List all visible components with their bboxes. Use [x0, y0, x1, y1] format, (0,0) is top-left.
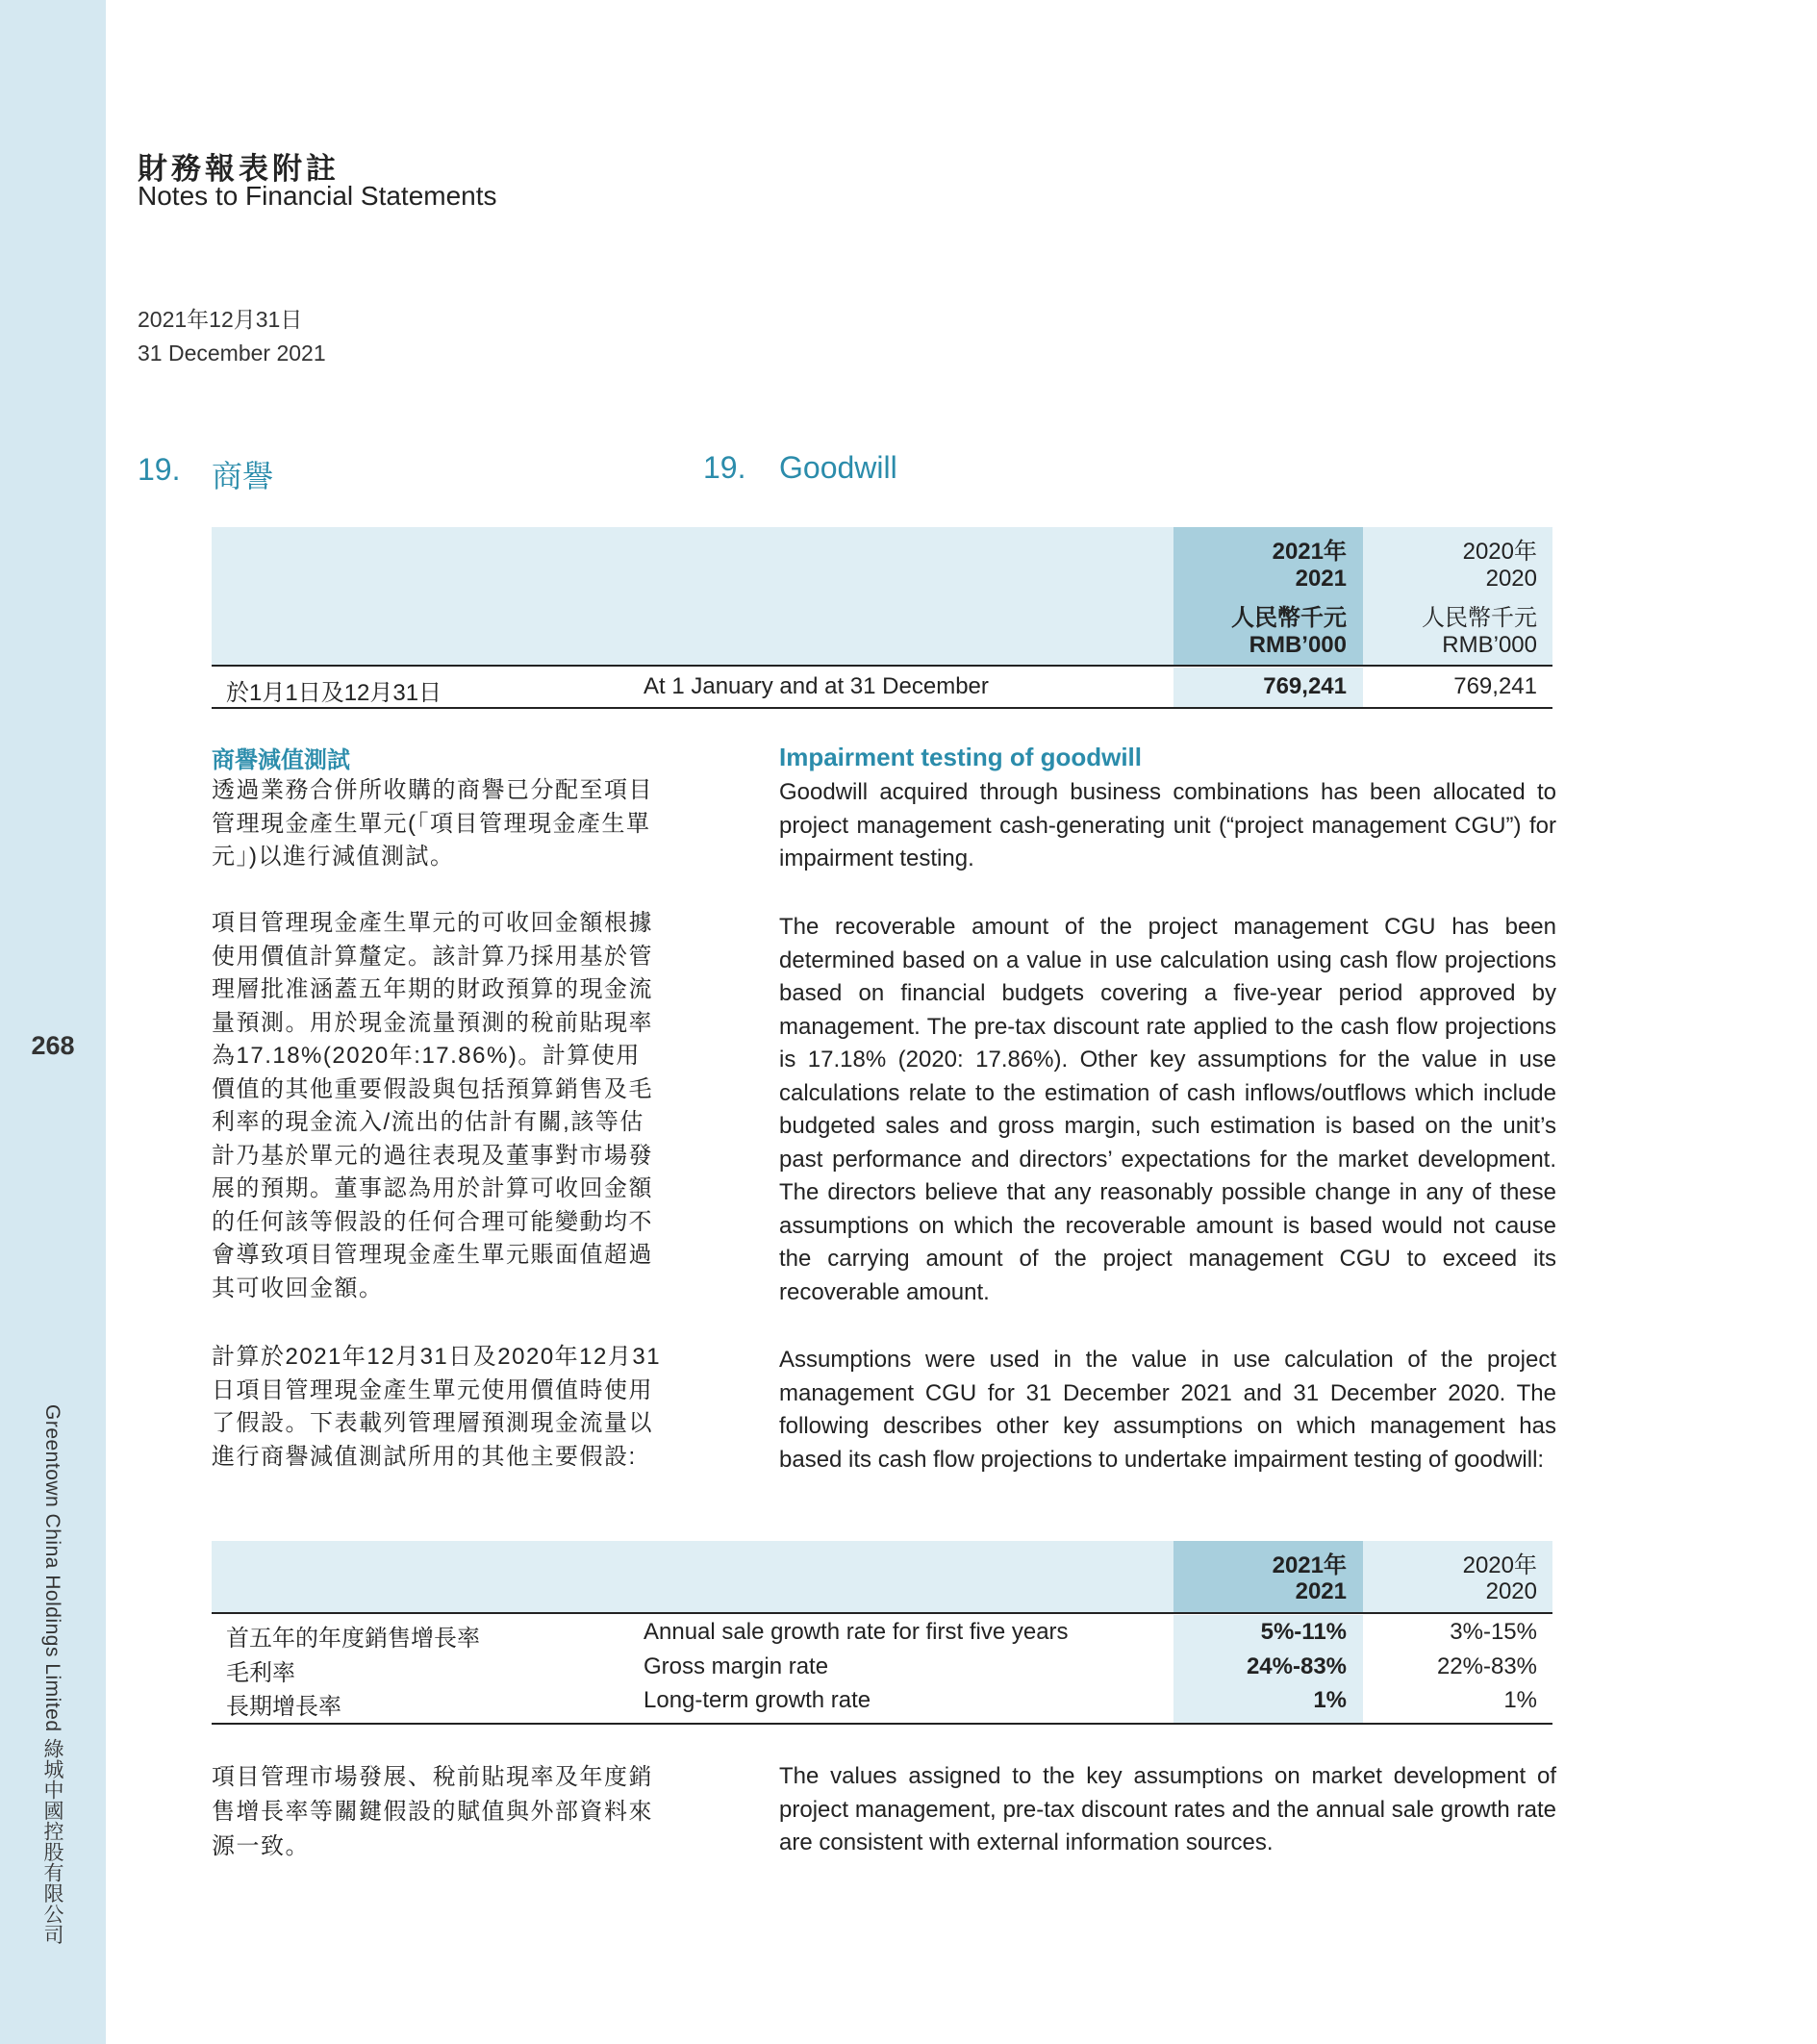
company-name: Greentown China Holdings Limited 綠城中國控股有限公司 [41, 1404, 63, 1945]
table-row-value-2021: 5%-11% [1260, 1619, 1347, 1645]
col2020-year: 2020 [1485, 1578, 1537, 1604]
table-row-label-en: Annual sale growth rate for first five years [644, 1619, 1069, 1645]
paragraph-2-zh: 項目管理現金產生單元的可收回金額根據使用價值計算釐定。該計算乃採用基於管理層批准涵蓋五年期的財政預算的現金流量預測。用於現金流量預測的稅前貼現率為17.18%(2020年:17.86%)。計算使用價值的其他重要假設與包括預算銷售及毛利率的現金流入/流出的估計有關,該等估計乃基於單元的過往表現及董事對市場發展的預期。董事認為用於計算可收回金額的任何該等假設的任何合理可能變動均不會導致項目管理現金產生單元賬面值超過其可收回金額。 [212, 910, 653, 1301]
paragraph-1-en: Goodwill acquired through business combinations has been allocated to project management cash-generating unit (“project management CGU”) for impairment testing. [779, 779, 1556, 871]
section-title-en: Goodwill [779, 450, 897, 485]
paragraph-3-en: Assumptions were used in the value in use calculation of the project management CGU for 31 December 2021 and 31 December 2020. The following describes other key assumptions on which management has based its cash flow projections to undertake impairment testing of goodwill: [779, 1347, 1556, 1473]
header-title-zh: 財務報表附註 [138, 152, 340, 187]
date-zh: 2021年12月31日 [138, 307, 303, 332]
date-en: 31 December 2021 [138, 341, 326, 366]
table-row-label-en: Long-term growth rate [644, 1687, 871, 1713]
page-number: 268 [31, 1031, 75, 1060]
table-rule-top [212, 665, 1552, 667]
col2021-unit: RMB’000 [1249, 632, 1347, 658]
col2020-year-zh: 2020年 [1462, 539, 1537, 565]
table-row-value-2021: 1% [1313, 1687, 1347, 1713]
col2021-year-zh: 2021年 [1272, 539, 1347, 565]
section-number-zh: 19. [138, 452, 181, 487]
row-value-2021: 769,241 [1263, 673, 1347, 699]
section-number-en: 19. [703, 450, 746, 485]
table-row-label-zh: 首五年的年度銷售增長率 [226, 1626, 480, 1652]
row-value-2020: 769,241 [1453, 673, 1537, 699]
header-title-en: Notes to Financial Statements [138, 181, 497, 211]
assumptions-table [212, 1541, 1552, 1726]
goodwill-table [212, 527, 1552, 710]
impairment-heading-zh: 商譽減值測試 [212, 747, 350, 773]
closing-paragraph-zh: 項目管理市場發展、稅前貼現率及年度銷售增長率等關鍵假設的賦值與外部資料來源一致。 [212, 1764, 653, 1859]
table-row-label-zh: 毛利率 [226, 1660, 295, 1686]
table-row-label-zh: 長期增長率 [226, 1694, 341, 1720]
table-row-label-en: Gross margin rate [644, 1653, 829, 1679]
col2021-unit-zh: 人民幣千元 [1231, 605, 1347, 631]
impairment-heading-en: Impairment testing of goodwill [779, 743, 1142, 771]
col2021-year-zh: 2021年 [1272, 1552, 1347, 1578]
table-row-value-2020: 22%-83% [1436, 1653, 1537, 1679]
paragraph-2-en: The recoverable amount of the project management CGU has been determined based on a value in use calculation using cash flow projections based on financial budgets covering a five-year period approved by management. The pre-tax discount rate applied to the cash flow projections is 17.18% (2020: 17.86%). Other key assumptions for the value in use calculations relate to the estimation of cash inflows/outflows which include budgeted sales and gross margin, such estimation is based on the unit’s past performance and directors’ expectations for the market development. The directors believe that any reasonably possible change in any of these assumptions on which the recoverable amount is based would not cause the carrying amount of the project management CGU to exceed its recoverable amount. [779, 914, 1556, 1305]
table-rule-top [212, 1612, 1552, 1614]
col2020-unit-zh: 人民幣千元 [1422, 605, 1537, 631]
table-row-value-2020: 1% [1503, 1687, 1537, 1713]
table-row-value-2021: 24%-83% [1246, 1653, 1347, 1679]
row-label-en: At 1 January and at 31 December [644, 673, 989, 699]
table-rule-bottom [212, 1723, 1552, 1725]
row-label-zh: 於1月1日及12月31日 [226, 680, 442, 706]
col2020-year-zh: 2020年 [1462, 1552, 1537, 1578]
col2020-unit: RMB’000 [1442, 632, 1537, 658]
col2021-year: 2021 [1295, 1578, 1347, 1604]
paragraph-3-zh: 計算於2021年12月31日及2020年12月31日項目管理現金產生單元使用價值時使用了假設。下表載列管理層預測現金流量以進行商譽減值測試所用的其他主要假設: [212, 1344, 662, 1470]
table-row-value-2020: 3%-15% [1450, 1619, 1537, 1645]
section-title-zh: 商譽 [212, 459, 274, 493]
paragraph-1-zh: 透過業務合併所收購的商譽已分配至項目管理現金產生單元(「項目管理現金產生單元」)以進行減值測試。 [212, 777, 653, 870]
col2020-year: 2020 [1485, 566, 1537, 592]
col2021-year: 2021 [1295, 566, 1347, 592]
closing-paragraph-en: The values assigned to the key assumptions on market development of project management, pre-tax discount rates and the annual sale growth rate are consistent with external information sources. [779, 1763, 1556, 1855]
table-rule-bottom [212, 707, 1552, 709]
